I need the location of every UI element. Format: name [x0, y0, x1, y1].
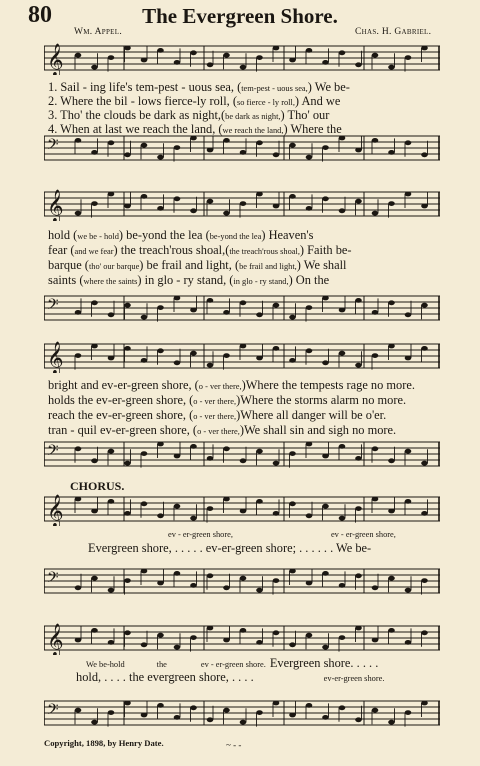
note-head	[339, 351, 346, 356]
note-head	[174, 145, 181, 150]
note-head	[207, 199, 214, 204]
music-staff	[44, 340, 440, 373]
note-head	[157, 581, 164, 586]
note-head	[306, 442, 313, 447]
note-head	[108, 449, 115, 454]
note-head	[322, 571, 329, 576]
note-head	[108, 55, 115, 60]
note-head	[339, 516, 346, 521]
note-head	[405, 55, 412, 60]
note-head	[108, 710, 115, 715]
note-head	[223, 310, 230, 315]
note-head	[322, 454, 329, 459]
verse-lyric-line: reach the ev-er-green shore, (o - ver there,)Where all danger will be o'er.	[48, 408, 387, 422]
note-head	[339, 583, 346, 588]
note-head	[322, 715, 329, 720]
note-head	[355, 199, 362, 204]
note-head	[190, 208, 197, 213]
note-head	[388, 628, 395, 633]
note-head	[75, 708, 82, 713]
note-head	[240, 300, 247, 305]
note-head	[108, 140, 115, 145]
note-head	[75, 53, 82, 58]
note-head	[207, 456, 214, 461]
note-head	[405, 499, 412, 504]
note-head	[190, 308, 197, 313]
verse-lyric-line: 2. Where the bil - lows fierce-ly roll, (so fierce - ly roll,) And we	[48, 94, 341, 108]
note-head	[240, 65, 247, 70]
note-head	[91, 344, 98, 349]
note-head	[108, 356, 115, 361]
note-head	[388, 458, 395, 463]
note-head	[421, 461, 428, 466]
note-head	[421, 204, 428, 209]
note-head	[306, 206, 313, 211]
note-head	[174, 645, 181, 650]
note-head	[75, 497, 82, 502]
note-head	[190, 705, 197, 710]
note-head	[355, 573, 362, 578]
note-head	[124, 630, 131, 635]
note-head	[306, 581, 313, 586]
note-head	[157, 513, 164, 518]
note-head	[124, 346, 131, 351]
note-head	[141, 642, 148, 647]
lyricist-credit: Wm. Appel.	[74, 27, 122, 37]
staff-lines	[44, 188, 440, 221]
printer-mark: ~ - -	[226, 740, 242, 750]
note-head	[124, 701, 131, 706]
note-head	[207, 506, 214, 511]
note-head	[223, 708, 230, 713]
note-head	[372, 497, 379, 502]
note-head	[289, 713, 296, 718]
note-head	[372, 310, 379, 315]
note-head	[405, 449, 412, 454]
note-head	[273, 461, 280, 466]
note-head	[355, 363, 362, 368]
note-head	[108, 312, 115, 317]
note-head	[256, 710, 263, 715]
note-head	[174, 715, 181, 720]
note-head	[355, 456, 362, 461]
verse-lyric-line: barque (tho' our barque) be frail and light, (be frail and light,) We shall	[48, 258, 347, 272]
note-head	[388, 720, 395, 725]
note-head	[405, 312, 412, 317]
note-head	[322, 296, 329, 301]
note-head	[256, 55, 263, 60]
music-staff	[44, 622, 440, 655]
note-head	[273, 701, 280, 706]
note-head	[306, 633, 313, 638]
note-head	[273, 346, 280, 351]
verse-lyric-line: 4. When at last we reach the land, (we reach the land,) Where the	[48, 122, 342, 136]
staff-lines	[44, 438, 440, 471]
note-head	[108, 640, 115, 645]
treble-clef-icon: 𝄞	[47, 43, 64, 75]
note-head	[306, 155, 313, 160]
note-head	[306, 348, 313, 353]
note-head	[141, 501, 148, 506]
note-head	[355, 298, 362, 303]
note-head	[256, 449, 263, 454]
treble-clef-icon: 𝄞	[47, 341, 64, 373]
note-head	[75, 638, 82, 643]
note-head	[124, 204, 131, 209]
note-head	[141, 315, 148, 320]
note-head	[240, 201, 247, 206]
note-head	[421, 46, 428, 51]
note-head	[141, 194, 148, 199]
note-head	[256, 640, 263, 645]
note-head	[256, 312, 263, 317]
note-head	[223, 211, 230, 216]
verse-lyric-line: saints (where the saints) in glo - ry stand, (in glo - ry stand,) On the	[48, 273, 330, 287]
note-head	[124, 511, 131, 516]
note-head	[372, 638, 379, 643]
note-head	[141, 569, 148, 574]
note-head	[273, 204, 280, 209]
note-head	[355, 626, 362, 631]
note-head	[240, 509, 247, 514]
note-head	[75, 353, 82, 358]
note-head	[388, 509, 395, 514]
note-head	[207, 573, 214, 578]
note-head	[339, 50, 346, 55]
note-head	[141, 358, 148, 363]
note-head	[190, 444, 197, 449]
note-head	[91, 720, 98, 725]
note-head	[289, 451, 296, 456]
note-head	[256, 499, 263, 504]
note-head	[388, 65, 395, 70]
note-head	[174, 296, 181, 301]
staff-lines	[44, 340, 440, 373]
composer-credit: Chas. H. Gabriel.	[355, 27, 432, 37]
note-head	[157, 305, 164, 310]
note-head	[157, 206, 164, 211]
note-head	[289, 315, 296, 320]
note-head	[75, 310, 82, 315]
note-head	[75, 211, 82, 216]
treble-clef-icon: 𝄞	[47, 189, 64, 221]
note-head	[91, 65, 98, 70]
note-head	[207, 148, 214, 153]
note-head	[108, 588, 115, 593]
note-head	[306, 305, 313, 310]
note-head	[355, 62, 362, 67]
note-head	[240, 344, 247, 349]
note-head	[322, 60, 329, 65]
note-head	[157, 633, 164, 638]
note-head	[240, 150, 247, 155]
note-head	[223, 585, 230, 590]
note-head	[372, 585, 379, 590]
note-head	[322, 360, 329, 365]
note-head	[174, 571, 181, 576]
note-head	[322, 145, 329, 150]
music-staff	[44, 697, 440, 730]
note-head	[355, 506, 362, 511]
note-head	[207, 626, 214, 631]
hymn-title: The Evergreen Shore.	[142, 4, 338, 28]
staff-lines	[44, 565, 440, 598]
note-head	[289, 501, 296, 506]
note-head	[75, 138, 82, 143]
note-head	[372, 446, 379, 451]
note-head	[339, 444, 346, 449]
note-head	[75, 446, 82, 451]
note-head	[91, 576, 98, 581]
note-head	[306, 703, 313, 708]
music-staff	[44, 493, 440, 526]
note-head	[240, 720, 247, 725]
note-head	[91, 509, 98, 514]
note-head	[157, 48, 164, 53]
note-head	[339, 635, 346, 640]
note-head	[421, 152, 428, 157]
staff-lines	[44, 622, 440, 655]
staff-lines	[44, 42, 440, 75]
music-staff	[44, 438, 440, 471]
note-head	[405, 640, 412, 645]
note-head	[190, 50, 197, 55]
chorus-lyric-line: Evergreen shore, . . . . . ev-er-green shore; . . . . . . We be-	[88, 541, 372, 555]
note-head	[124, 461, 131, 466]
note-head	[339, 308, 346, 313]
note-head	[273, 511, 280, 516]
verse-lyric-line: hold (we be - hold) be-yond the lea (be-yond the lea) Heaven's	[48, 228, 314, 242]
note-head	[306, 48, 313, 53]
note-head	[355, 148, 362, 153]
note-head	[223, 53, 230, 58]
staff-lines	[44, 697, 440, 730]
note-head	[421, 701, 428, 706]
note-head	[157, 348, 164, 353]
chorus-lyric-line: hold, . . . . the evergreen shore, . . . . ev-er-green shore.	[76, 670, 385, 684]
note-head	[141, 58, 148, 63]
staff-lines	[44, 493, 440, 526]
note-head	[372, 138, 379, 143]
note-head	[91, 150, 98, 155]
note-head	[223, 138, 230, 143]
note-head	[108, 499, 115, 504]
note-head	[91, 300, 98, 305]
note-head	[190, 583, 197, 588]
note-head	[388, 300, 395, 305]
note-head	[256, 588, 263, 593]
treble-clef-icon: 𝄞	[47, 494, 64, 526]
note-head	[141, 713, 148, 718]
note-head	[289, 194, 296, 199]
verse-lyric-line: 1. Sail - ing life's tem-pest - uous sea, (tem-pest - uous sea,) We be-	[48, 80, 350, 94]
note-head	[289, 569, 296, 574]
note-head	[207, 717, 214, 722]
note-head	[75, 585, 82, 590]
note-head	[240, 628, 247, 633]
verse-lyric-line: fear (and we fear) the treach'rous shoal,(the treach'rous shoal,) Faith be-	[48, 243, 352, 257]
bass-clef-icon: 𝄢	[47, 442, 59, 463]
note-head	[405, 192, 412, 197]
note-head	[174, 360, 181, 365]
note-head	[91, 201, 98, 206]
note-head	[174, 196, 181, 201]
chorus-lyric-line: ev - er-green shore, ev - er-green shore,	[168, 530, 396, 539]
music-staff	[44, 188, 440, 221]
note-head	[190, 635, 197, 640]
note-head	[124, 303, 131, 308]
note-head	[405, 710, 412, 715]
note-head	[372, 211, 379, 216]
note-head	[207, 298, 214, 303]
bass-clef-icon: 𝄢	[47, 569, 59, 590]
note-head	[207, 62, 214, 67]
note-head	[421, 346, 428, 351]
note-head	[174, 504, 181, 509]
note-head	[256, 192, 263, 197]
note-head	[124, 578, 131, 583]
note-head	[405, 140, 412, 145]
note-head	[421, 303, 428, 308]
note-head	[322, 196, 329, 201]
note-head	[223, 497, 230, 502]
note-head	[388, 150, 395, 155]
note-head	[273, 578, 280, 583]
note-head	[372, 353, 379, 358]
note-head	[240, 576, 247, 581]
note-head	[306, 513, 313, 518]
note-head	[273, 46, 280, 51]
note-head	[108, 192, 115, 197]
note-head	[124, 152, 131, 157]
staff-lines	[44, 292, 440, 325]
note-head	[355, 717, 362, 722]
note-head	[190, 351, 197, 356]
note-head	[388, 344, 395, 349]
verse-lyric-line: holds the ev-er-green shore, (o - ver there,)Where the storms alarm no more.	[48, 393, 407, 407]
note-head	[174, 454, 181, 459]
note-head	[157, 155, 164, 160]
note-head	[223, 353, 230, 358]
note-head	[289, 143, 296, 148]
note-head	[372, 708, 379, 713]
note-head	[289, 642, 296, 647]
note-head	[405, 356, 412, 361]
note-head	[372, 53, 379, 58]
bass-clef-icon: 𝄢	[47, 701, 59, 722]
verse-lyric-line: bright and ev-er-green shore, (o - ver there,)Where the tempests rage no more.	[48, 378, 415, 392]
note-head	[405, 588, 412, 593]
note-head	[207, 363, 214, 368]
note-head	[421, 511, 428, 516]
music-staff	[44, 565, 440, 598]
note-head	[91, 458, 98, 463]
note-head	[421, 578, 428, 583]
note-head	[273, 152, 280, 157]
copyright-notice: Copyright, 1898, by Henry Date.	[44, 738, 164, 748]
note-head	[141, 143, 148, 148]
note-head	[388, 201, 395, 206]
note-head	[174, 60, 181, 65]
note-head	[421, 630, 428, 635]
note-head	[322, 645, 329, 650]
note-head	[289, 58, 296, 63]
note-head	[289, 358, 296, 363]
note-head	[273, 630, 280, 635]
chorus-lyric-line: We be-hold the ev - er-green shore. Evergreen shore. . . . .	[86, 656, 379, 670]
note-head	[273, 303, 280, 308]
note-head	[223, 446, 230, 451]
note-head	[223, 638, 230, 643]
note-head	[91, 628, 98, 633]
music-staff	[44, 42, 440, 75]
music-staff	[44, 292, 440, 325]
note-head	[190, 516, 197, 521]
treble-clef-icon: 𝄞	[47, 623, 64, 655]
verse-lyric-line: 3. Tho' the clouds be dark as night,(be dark as night,) Tho' our	[48, 108, 330, 122]
note-head	[256, 356, 263, 361]
note-head	[256, 140, 263, 145]
note-head	[141, 451, 148, 456]
note-head	[157, 703, 164, 708]
bass-clef-icon: 𝄢	[47, 136, 59, 157]
verse-lyric-line: tran - quil ev-er-green shore, (o - ver there,)We shall sin and sigh no more.	[48, 423, 397, 437]
hymn-number: 80	[28, 2, 52, 28]
note-head	[339, 208, 346, 213]
note-head	[388, 576, 395, 581]
chorus-label: CHORUS.	[70, 479, 125, 493]
bass-clef-icon: 𝄢	[47, 296, 59, 317]
note-head	[124, 46, 131, 51]
note-head	[339, 705, 346, 710]
note-head	[157, 442, 164, 447]
note-head	[322, 504, 329, 509]
note-head	[240, 458, 247, 463]
